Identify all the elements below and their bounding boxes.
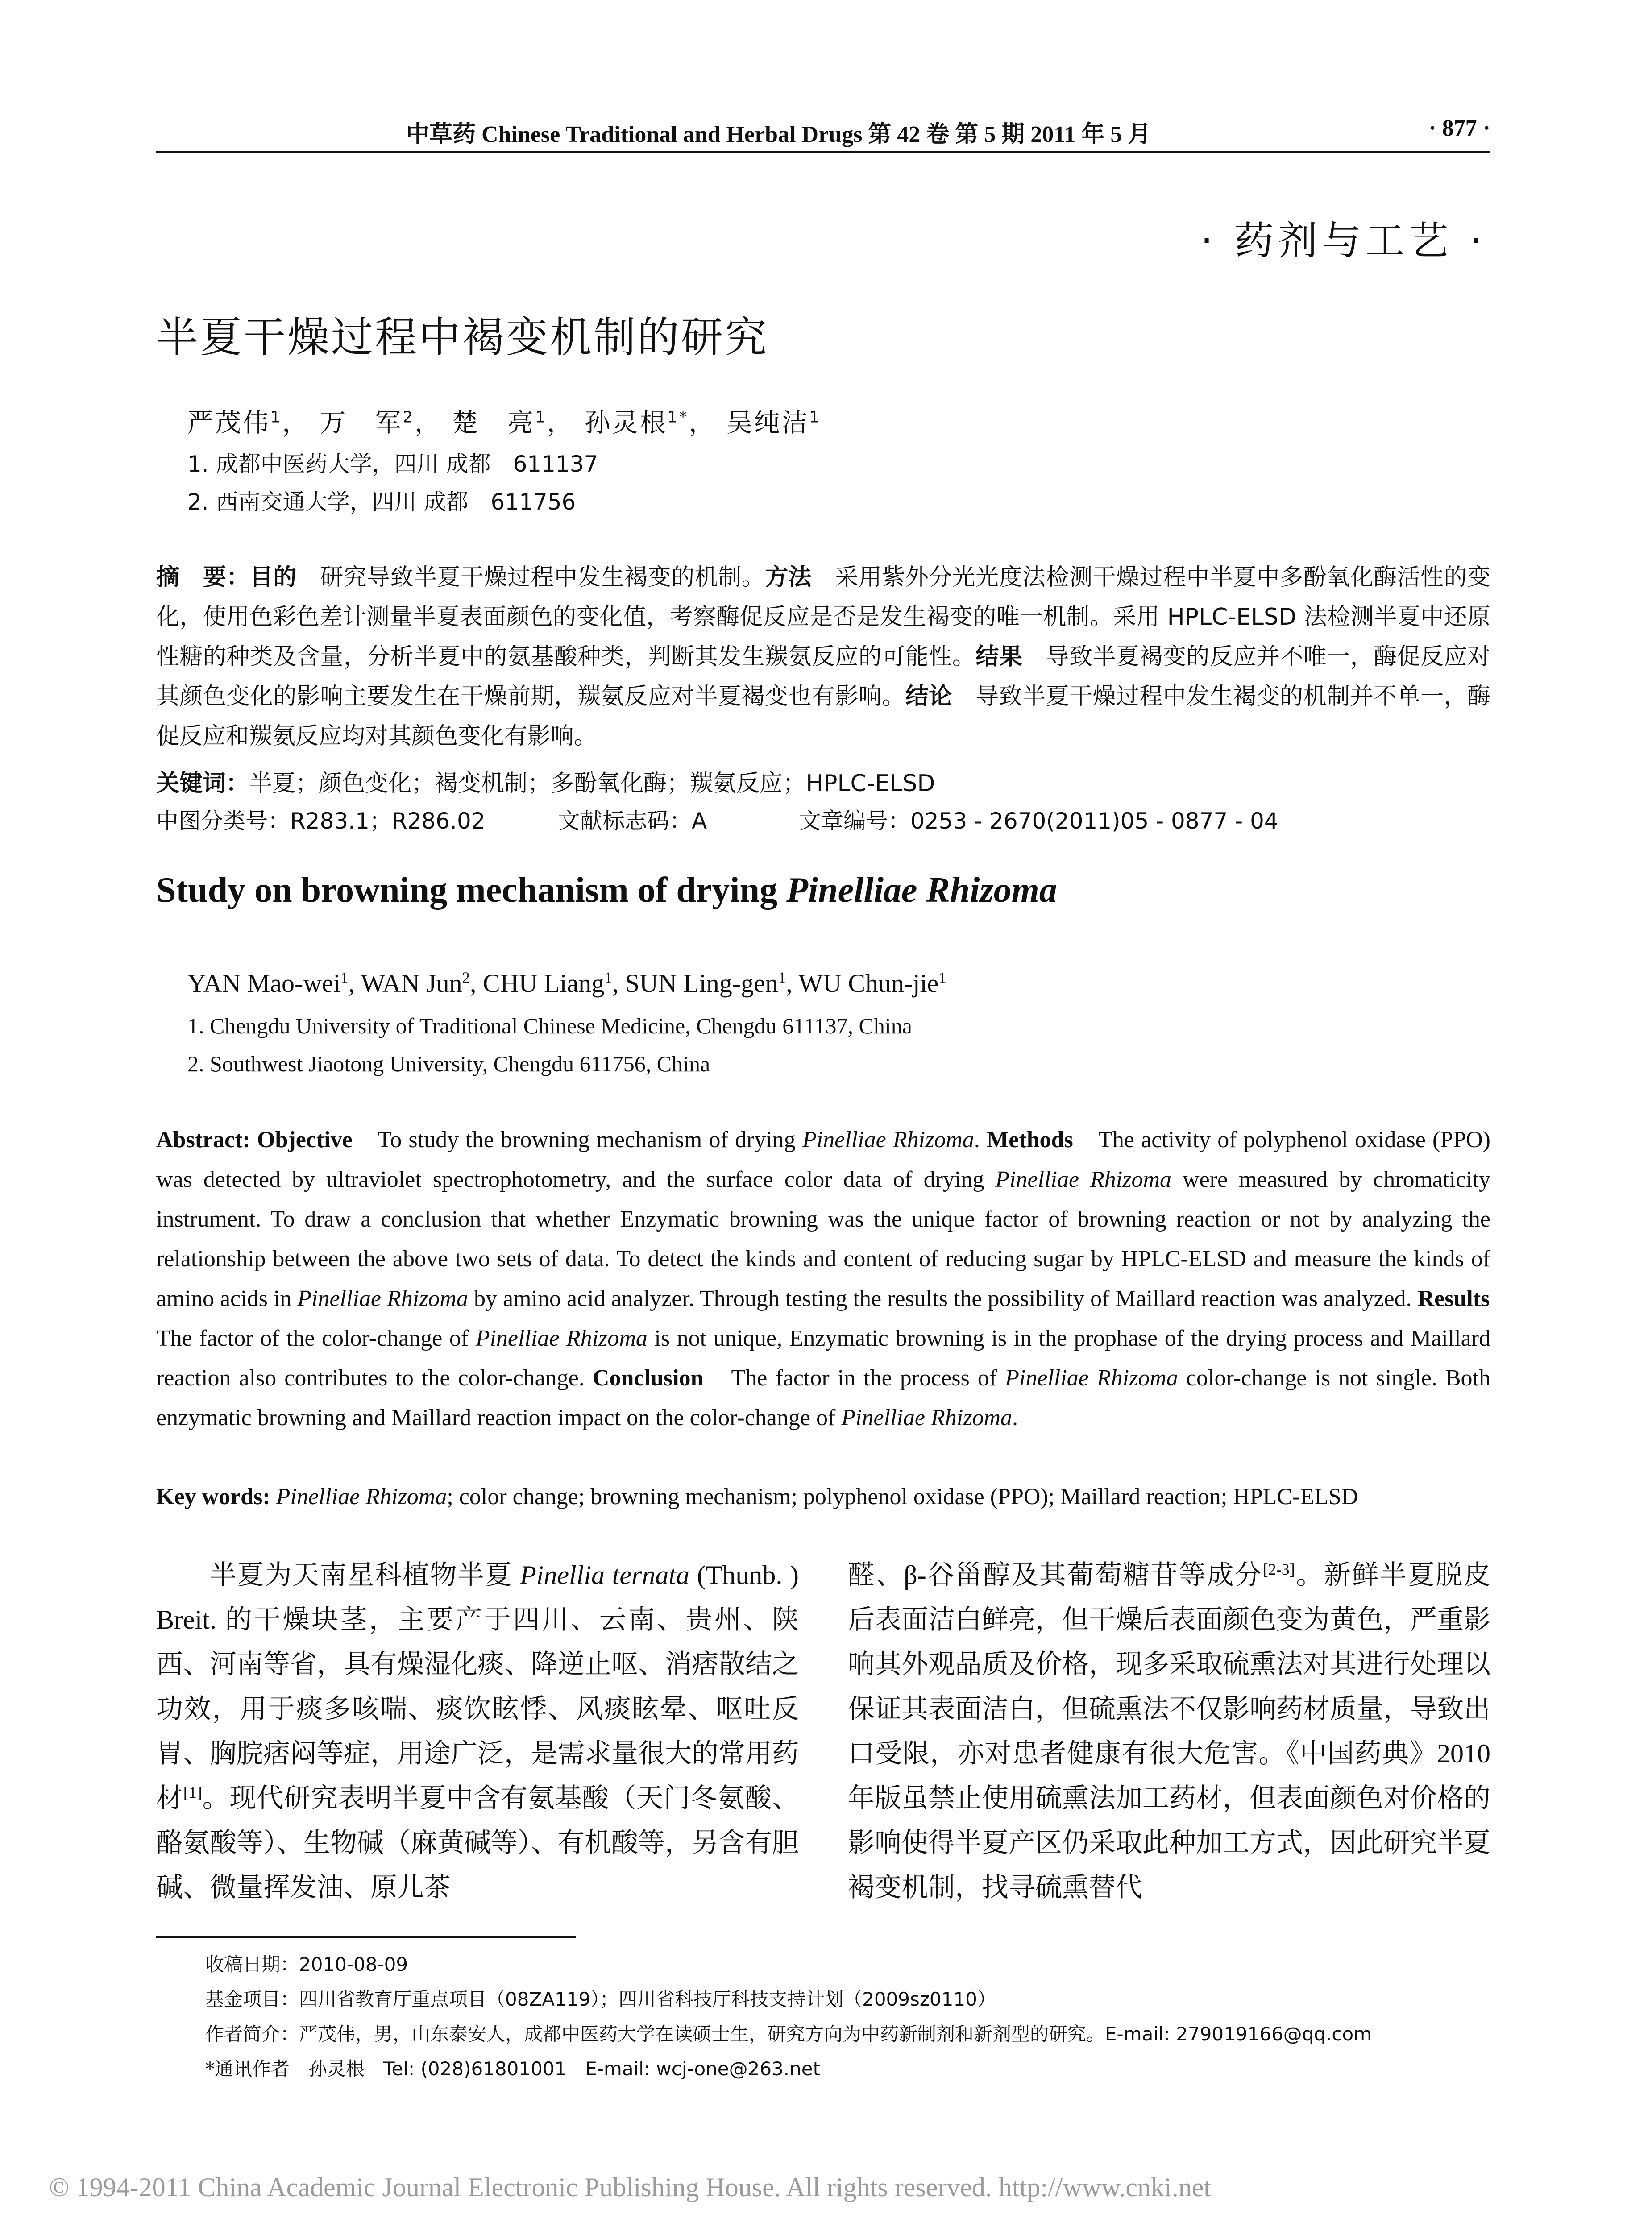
conclusion-text: color-change is not single. Both enzymatic browning and Maillard reaction impact on the color-change of xyxy=(156,1365,1490,1431)
authors-chinese: 严茂伟$^1$， 万 军$^2$， 楚 亮$^1$， 孙灵根$^{1*}$， 吴纯洁$^1$ xyxy=(187,407,821,438)
author-sup: 1 xyxy=(340,969,349,987)
keywords-english xyxy=(156,1477,1490,1517)
conclusion-label: Conclusion xyxy=(592,1365,704,1391)
author-sup: 1* xyxy=(667,408,689,427)
body-column-left xyxy=(156,1553,799,1910)
conclusion-text: 导致半夏干燥过程中发生褐变的机制并不单一，酶促反应和羰氨反应均对其颜色变化有影响。 xyxy=(156,683,1490,750)
author-sup: 2 xyxy=(462,969,470,987)
methods-label: 方法 xyxy=(765,564,812,591)
title-english-italic: Pinelliae Rhizoma xyxy=(786,871,1057,910)
author-name: 孙灵根 xyxy=(584,407,668,438)
body-text: 。现代研究表明半夏中含有氨基酸（天门冬氨酸、酪氨酸等）、生物碱（麻黄碱等）、有机酸等，另含有胆碱、微量挥发油、原儿茶 xyxy=(156,1783,799,1902)
citation: [2-3] xyxy=(1262,1560,1295,1578)
author-name: CHU Liang xyxy=(483,969,605,998)
author-sup: 1 xyxy=(778,969,786,987)
species-name: Pinellia ternata xyxy=(520,1560,690,1590)
conclusion-text: The factor in the process of xyxy=(703,1365,1005,1391)
results-label: 结果 xyxy=(975,643,1023,670)
article-number: 文章编号：0253 - 2670(2011)05 - 0877 - 04 xyxy=(799,808,1278,834)
footnote-received: 收稿日期：2010-08-09 xyxy=(205,1953,408,1975)
author-sup: 1 xyxy=(938,969,946,987)
authors-english: YAN Mao-wei$^1$, WAN Jun$^2$, CHU Liang$^1$, SUN Ling-gen$^1$, WU Chun-jie$^1$ xyxy=(187,969,946,998)
body-text: (Thunb. ) Breit. 的干燥块茎，主要产于四川、云南、贵州、陕西、河南等省，具有燥湿化痰、降逆止呕、消痞散结之功效，用于痰多咳喘、痰饮眩悸、风痰眩晕、呕吐反胃、胸脘痞闷等症，用途广泛，是需求量很大的常用药材 xyxy=(156,1560,799,1813)
results-label: Results xyxy=(1417,1286,1490,1311)
species-name: Pinelliae Rhizoma xyxy=(841,1405,1012,1431)
footnote-rule xyxy=(156,1936,576,1938)
body-text: 。新鲜半夏脱皮后表面洁白鲜亮，但干燥后表面颜色变为黄色，严重影响其外观品质及价格，现多采取硫熏法对其进行处理以保证其表面洁白，但硫熏法不仅影响药材质量，导致出口受限，亦对患者健康有很大危害。《中国药典》2010 年版虽禁止使用硫熏法加工药材，但表面颜色对价格的影响使得半夏产区仍采取此种加工方式，因此研究半夏褐变机制，找寻硫熏替代 xyxy=(848,1560,1491,1902)
author-name: 严茂伟 xyxy=(187,407,271,438)
author-name: 吴纯洁 xyxy=(726,407,809,438)
species-name: Pinelliae Rhizoma xyxy=(1005,1365,1178,1391)
methods-text: 采用紫外分光光度法检测干燥过程中半夏中多酚氧化酶活性的变化，使用色彩色差计测量半夏表面颜色的变化值，考察酶促反应是否是发生褐变的唯一机制。采用 HPLC-ELSD 法检测半夏中还原性糖的种类及含量，分析半夏中的氨基酸种类，判断其发生羰氨反应的可能性。 xyxy=(156,564,1490,670)
species-name: Pinelliae Rhizoma xyxy=(297,1286,468,1311)
species-name: Pinelliae Rhizoma xyxy=(475,1326,648,1351)
document-code: 文献标志码：A xyxy=(558,808,707,834)
clc-number: 中图分类号：R283.1；R286.02 xyxy=(156,808,486,834)
author-name: 楚 亮 xyxy=(452,407,535,438)
objective-label: 目的 xyxy=(249,564,297,591)
author-name: YAN Mao-wei xyxy=(187,969,341,998)
author-name: 万 军 xyxy=(320,407,403,438)
conclusion-text-end: . xyxy=(1012,1405,1018,1431)
title-chinese: 半夏干燥过程中褐变机制的研究 xyxy=(156,313,769,362)
author-sup: 1 xyxy=(604,969,612,987)
affiliation-en-2: 2. Southwest Jiaotong University, Chengdu 611756, China xyxy=(187,1051,710,1076)
author-name: WAN Jun xyxy=(361,969,462,998)
keywords-italic: Pinelliae Rhizoma xyxy=(276,1484,447,1509)
title-english xyxy=(156,870,1057,911)
results-text: is not unique, Enzymatic browning is in the prophase of the drying process and Maillard reaction also contributes to the color-change. xyxy=(156,1326,1490,1391)
affiliation-cn-1: 1. 成都中医药大学，四川 成都 611137 xyxy=(187,451,598,477)
results-text: The factor of the color-change of xyxy=(156,1286,1513,1351)
author-sup: 1 xyxy=(809,408,821,427)
methods-text: The activity of polyphenol oxidase (PPO) was detected by ultraviolet spectrophotometry, and the surface color data of drying xyxy=(156,1127,1490,1192)
body-text: 醛、β-谷甾醇及其葡萄糖苷等成分 xyxy=(848,1560,1263,1590)
objective-text: To study the browning mechanism of drying xyxy=(352,1127,803,1153)
objective-text-end: . xyxy=(974,1127,987,1153)
body-text: 半夏为天南星科植物半夏 xyxy=(210,1560,520,1590)
methods-text: by amino acid analyzer. Through testing the results the possibility of Maillard reaction was analyzed. xyxy=(468,1286,1418,1311)
running-header xyxy=(156,115,1490,151)
citation: [1] xyxy=(183,1783,202,1801)
keywords-chinese xyxy=(156,764,1490,804)
conclusion-label: 结论 xyxy=(905,683,952,710)
footnote-author: 作者简介：严茂伟，男，山东泰安人，成都中医药大学在读硕士生，研究方向为中药新制剂和新剂型的研究。E-mail: 279019166@qq.com xyxy=(205,2023,1372,2045)
keywords-label: Key words: xyxy=(156,1484,276,1509)
author-sup: 2 xyxy=(403,408,415,427)
methods-text: were measured by chromaticity instrument. To draw a conclusion that whether Enzymatic browning was the unique factor of browning reaction or not by analyzing the relationship between the above two sets of data. To detect the kinds and content of reducing sugar by HPLC-ELSD and measure the kinds of amino acids in xyxy=(156,1167,1491,1311)
author-sup: 1 xyxy=(535,408,547,427)
copyright-watermark: © 1994-2011 China Academic Journal Electronic Publishing House. All rights reserved. http://www.cnki.net xyxy=(49,2173,1212,2202)
body-column-right xyxy=(848,1553,1490,1910)
author-name: SUN Ling-gen xyxy=(625,969,778,998)
title-english-main: Study on browning mechanism of drying xyxy=(156,871,787,910)
methods-label: Methods xyxy=(987,1127,1073,1153)
header-rule xyxy=(156,151,1490,153)
page-number: · 877 · xyxy=(1428,116,1490,141)
abstract-objective-label: Abstract: Objective xyxy=(156,1127,353,1153)
section-title: · 药剂与工艺 · xyxy=(1200,218,1487,264)
author-name: WU Chun-jie xyxy=(798,969,939,998)
results-text: 导致半夏褐变的反应并不唯一，酶促反应对其颜色变化的影响主要发生在干燥前期，羰氨反应对半夏褐变也有影响。 xyxy=(156,643,1490,710)
author-sup: 1 xyxy=(270,408,282,427)
footnote-fund: 基金项目：四川省教育厅重点项目（08ZA119）；四川省科技厅科技支持计划（2009sz0110） xyxy=(205,1988,996,2010)
footnote-corresponding: *通讯作者 孙灵根 Tel: (028)61801001 E-mail: wcj-one@263.net xyxy=(205,2058,821,2080)
keywords-text: ; color change; browning mechanism; polyphenol oxidase (PPO); Maillard reaction; HPLC-ELSD xyxy=(447,1484,1358,1509)
affiliation-cn-2: 2. 西南交通大学，四川 成都 611756 xyxy=(187,489,576,515)
abstract-label: 摘 要： xyxy=(156,564,250,591)
affiliation-en-1: 1. Chengdu University of Traditional Chinese Medicine, Chengdu 611137, China xyxy=(187,1013,912,1038)
abstract-english xyxy=(156,1120,1513,1438)
keywords-label: 关键词： xyxy=(156,770,249,797)
keywords-text: 半夏；颜色变化；褐变机制；多酚氧化酶；羰氨反应；HPLC-ELSD xyxy=(249,770,935,797)
objective-text: 研究导致半夏干燥过程中发生褐变的机制。 xyxy=(296,564,765,591)
species-name: Pinelliae Rhizoma xyxy=(802,1127,974,1153)
journal-line: 中草药 Chinese Traditional and Herbal Drugs 第 42 卷 第 5 期 2011 年 5 月 xyxy=(406,122,1151,147)
abstract-chinese xyxy=(156,558,1490,756)
species-name: Pinelliae Rhizoma xyxy=(995,1167,1172,1192)
